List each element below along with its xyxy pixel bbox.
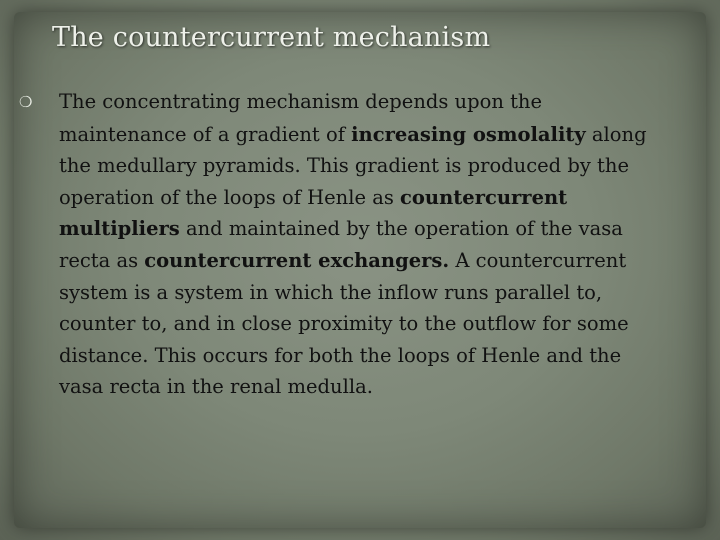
text-run: A countercurrent system is a system in which the inflow runs parallel to, counter to, and in close proximity to the outflow for some distance. This occurs for both the loops of Henle and the vasa recta in the renal medulla. xyxy=(59,248,629,399)
text-run: and maintained by the operation of the vasa recta as xyxy=(59,217,623,272)
book-bullet-icon: ❍ xyxy=(19,93,33,111)
text-run: The concentrating mechanism depends upon the maintenance of a gradient of xyxy=(59,90,543,146)
text-run-bold: countercurrent exchangers. xyxy=(144,248,450,272)
bullet-paragraph xyxy=(19,86,669,403)
text-run: along the medullary pyramids. This gradient is produced by the operation of the loops of Henle as xyxy=(59,122,647,209)
text-run-bold: countercurrent multipliers xyxy=(59,185,568,241)
slide-title: The countercurrent mechanism xyxy=(52,22,491,53)
text-run-bold: increasing osmolality xyxy=(351,122,586,146)
body-text xyxy=(19,86,669,403)
